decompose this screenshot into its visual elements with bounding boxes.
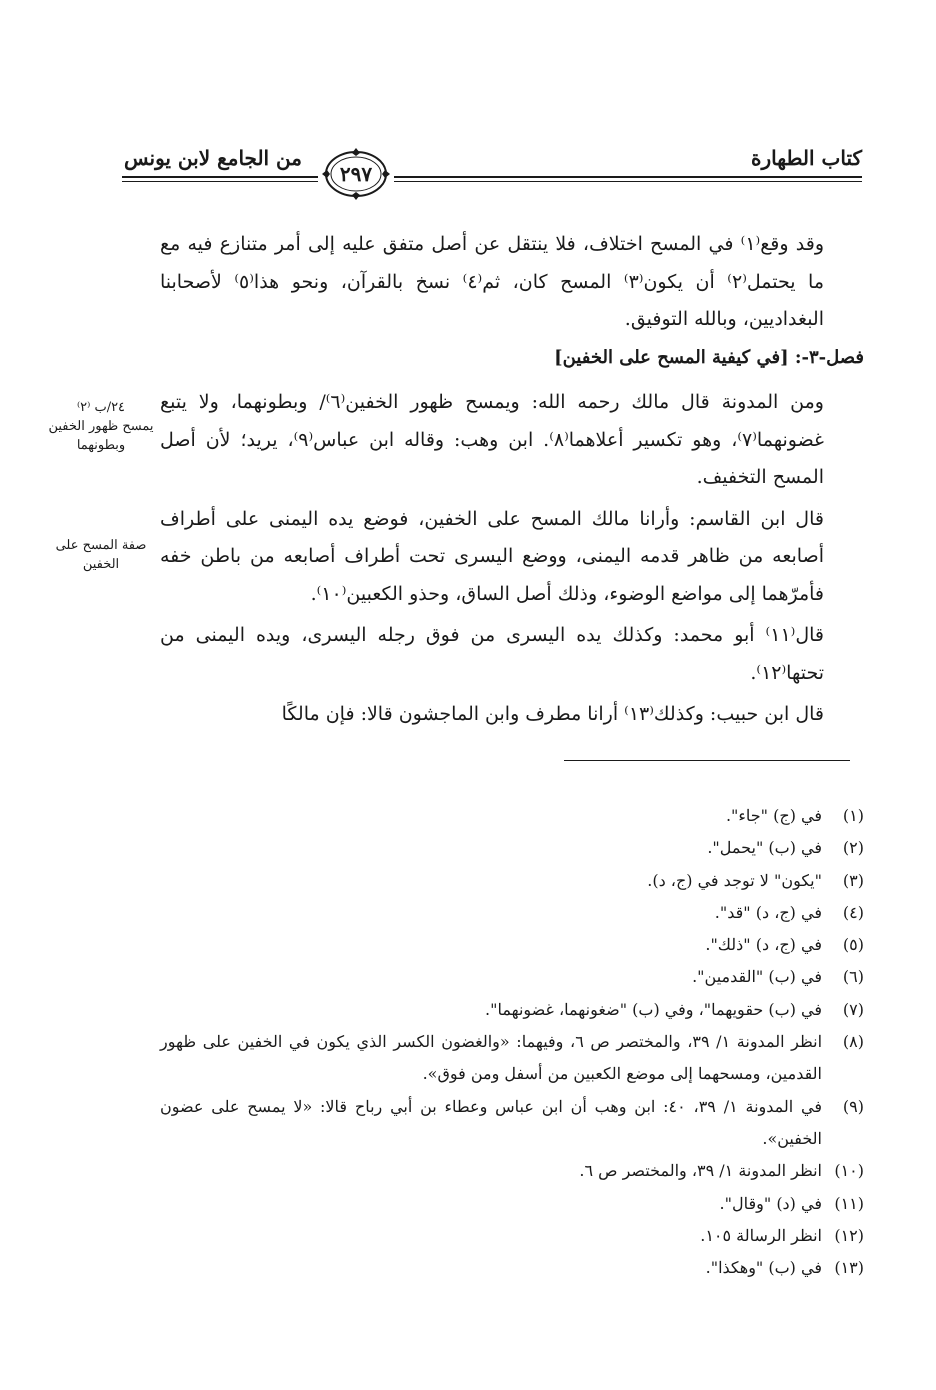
header-rule (122, 176, 862, 178)
footnote-separator (564, 760, 850, 761)
margin-folio-ref: ٢٤/ب ⁽٢⁾ (76, 400, 126, 415)
footnote: (٥) في (ج، د) "ذلك". (705, 935, 864, 955)
footnote: (١٣) في (ب) "وهكذا". (705, 1258, 864, 1278)
footnote: (٧) في (ب) حقويهما"، وفي (ب) "ضغونهما، غضونهما". (485, 999, 864, 1019)
footnotes (160, 800, 864, 1284)
header-rule-thin (122, 181, 862, 182)
footnote: (٢) في (ب) "يحمل". (707, 838, 864, 858)
book-title: كتاب الطهارة (751, 146, 862, 170)
page-number-ornament (318, 146, 394, 202)
footnote: (٤) في (ج، د) "قد". (714, 902, 864, 922)
footnote: (١) في (ج) "جاء". (725, 806, 864, 825)
footnote: (١٠) انظر المدونة ١/ ٣٩، والمختصر ص ٦. (579, 1161, 864, 1181)
margin-note-1 (42, 398, 160, 455)
paragraph-1: وقد وقع⁽١⁾ في المسح اختلاف، فلا ينتقل عن أصل متفق عليه إلى أمر متنازع فيه مع ما يحتمل⁽٢⁾ أن يكون⁽٣⁾ المسح كان، ثم⁽٤⁾ نسخ بالقرآن، ونحو هذا⁽٥⁾ لأصحابنا البغداديين، وبالله التوفيق. (160, 233, 825, 330)
footnote: (١٢) انظر الرسالة ١٠٥. (700, 1225, 864, 1245)
footnote: (٦) في (ب) "القدمين". (692, 967, 864, 987)
footnote: (٨) انظر المدونة ١/ ٣٩، والمختصر ص ٦، وفيهما: «والغضون الكسر الذي يكون في الخفين على ظهور القدمين، ومسحهما إلى موضع الكعبين من أسفل ومن فوق». (160, 1032, 864, 1084)
paragraph-3: قال ابن القاسم: وأرانا مالك المسح على الخفين، فوضع يده اليمنى على أطراف أصابعه من ظاهر قدمه اليمنى، ووضع اليسرى تحت أطراف أصابعه من باطن خفه فأمرّهما إلى مواضع الوضوء، وذلك أصل الساق، وحذو الكعبين⁽١٠⁾. (160, 507, 824, 605)
paragraph-4: قال⁽١١⁾ أبو محمد: وكذلك يده اليسرى من فوق رجله اليسرى، ويده اليمنى من تحتها⁽١٢⁾. (160, 624, 824, 684)
margin-note-2-text: صفة المسح على الخفين (55, 538, 147, 572)
main-text (160, 226, 864, 734)
footnote: (١١) في (د) "وقال". (719, 1193, 864, 1213)
page-number: ٢٩٧ (339, 162, 373, 186)
footnote: (٩) في المدونة ١/ ٣٩، ٤٠: ابن وهب أن ابن عباس وعطاء بن أبي رباح قالا: «لا يمسح على عضون الخفين». (160, 1096, 864, 1148)
margin-note-1-text: يمسح ظهور الخفين وبطونهما (48, 419, 154, 453)
paragraph-2: ومن المدونة قال مالك رحمه الله: ويمسح ظهور الخفين⁽٦⁾/ وبطونهما، ولا يتبع غضونهما⁽٧⁾، وهو تكسير أعلاهما⁽٨⁾. ابن وهب: وقاله ابن عباس⁽٩⁾، يريد؛ لأن أصل المسح التخفيف. (160, 391, 824, 488)
footnote: (٣) "يكون" لا توجد في (ج، د). (647, 870, 864, 890)
section-heading: فصل-٣-: [في كيفية المسح على الخفين] (554, 346, 864, 368)
margin-note-2 (42, 536, 160, 574)
paragraph-5: قال ابن حبيب: وكذلك⁽١٣⁾ أرانا مطرف وابن الماجشون قالا: فإن مالكًا (281, 703, 824, 725)
source-title: من الجامع لابن يونس (124, 146, 302, 170)
